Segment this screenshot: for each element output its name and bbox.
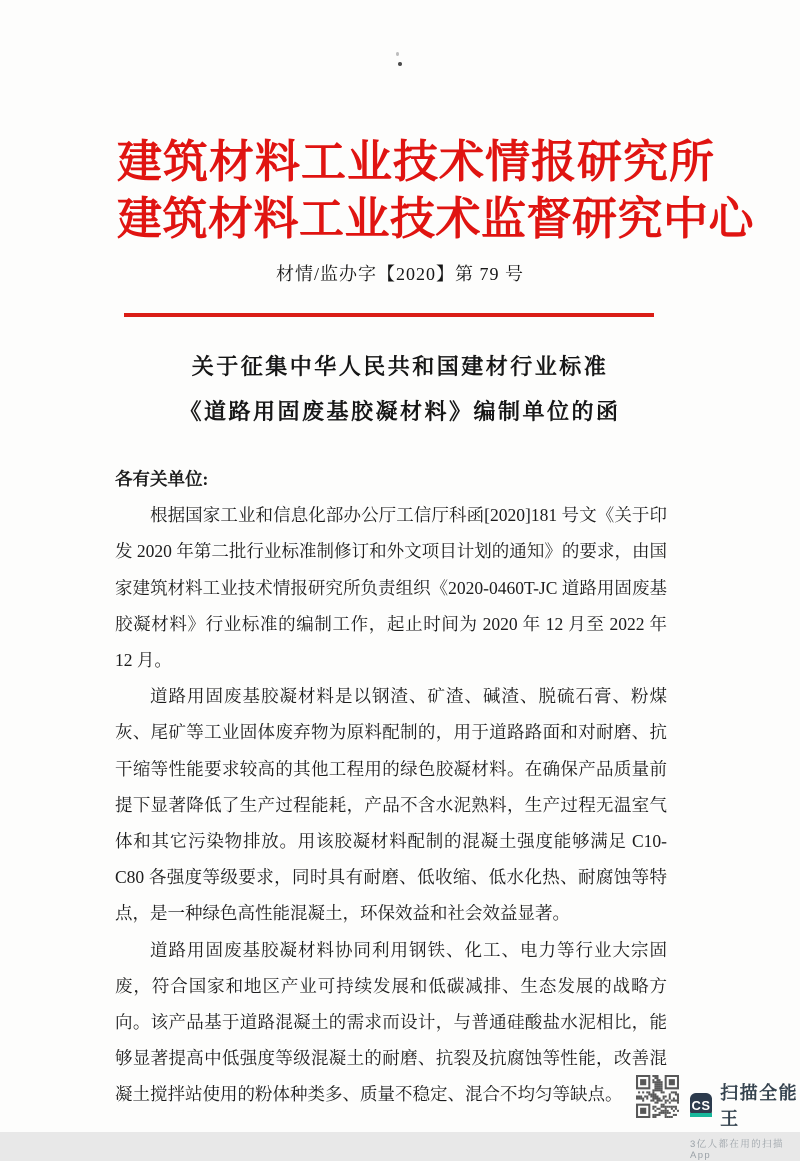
qr-code-icon: [636, 1075, 679, 1118]
letterhead-divider-rule: [124, 313, 654, 317]
scan-artifact-dot-light: [396, 52, 399, 56]
camscanner-watermark: [636, 1075, 800, 1161]
paragraph-2: 道路用固废基胶凝材料是以钢渣、矿渣、碱渣、脱硫石膏、粉煤灰、尾矿等工业固体废弃物为原料配制的，用于道路路面和对耐磨、抗干缩等性能要求较高的其他工程用的绿色胶凝材料。在确保产品质量前提下显著降低了生产过程能耗，产品不含水泥熟料，生产过程无温室气体和其它污染物排放。用该胶凝材料配制的混凝土强度能够满足 C10-C80 各强度等级要求，同时具有耐磨、低收缩、低水化热、耐腐蚀等特点，是一种绿色高性能混凝土，环保效益和社会效益显著。: [115, 686, 667, 924]
letter-title: [0, 344, 800, 434]
letter-body: [115, 461, 667, 1113]
org-name-line2: 建筑材料工业技术监督研究中心: [117, 194, 755, 244]
salutation: 各有关单位:: [115, 469, 209, 489]
org-name-line1: 建筑材料工业技术情报研究所: [117, 137, 716, 187]
paragraph-3: 道路用固废基胶凝材料协同利用钢铁、化工、电力等行业大宗固废，符合国家和地区产业可持续发展和低碳减排、生态发展的战略方向。该产品基于道路混凝土的需求而设计，与普通硅酸盐水泥相比，能够显著提高中低强度等级混凝土的耐磨、抗裂及抗腐蚀等性能，改善混凝土搅拌站使用的粉体种类多、质量不稳定、混合不均匀等缺点。: [115, 939, 667, 1105]
doc-number: 材情/监办字【2020】第 79 号: [275, 264, 524, 284]
camscanner-tagline: 3亿人都在用的扫描App: [690, 1139, 784, 1161]
camscanner-app-name: 扫描全能王: [720, 1083, 799, 1129]
scan-artifact-dot-dark: [398, 62, 402, 66]
camscanner-app-icon-label: CS: [691, 1097, 711, 1113]
letter-title-line1: 关于征集中华人民共和国建材行业标准: [191, 354, 609, 379]
camscanner-app-icon: [690, 1093, 712, 1117]
paragraph-1: 根据国家工业和信息化部办公厅工信厅科函[2020]181 号文《关于印发 2020 年第二批行业标准制修订和外文项目计划的通知》的要求，由国家建筑材料工业技术情报研究所负责组织《2020-0460T-JC 道路用固废基胶凝材料》行业标准的编制工作，起止时间为 2020 年 12 月至 2022 年 12 月。: [115, 505, 667, 671]
letter-title-line2: 《道路用固废基胶凝材料》编制单位的函: [179, 399, 621, 424]
